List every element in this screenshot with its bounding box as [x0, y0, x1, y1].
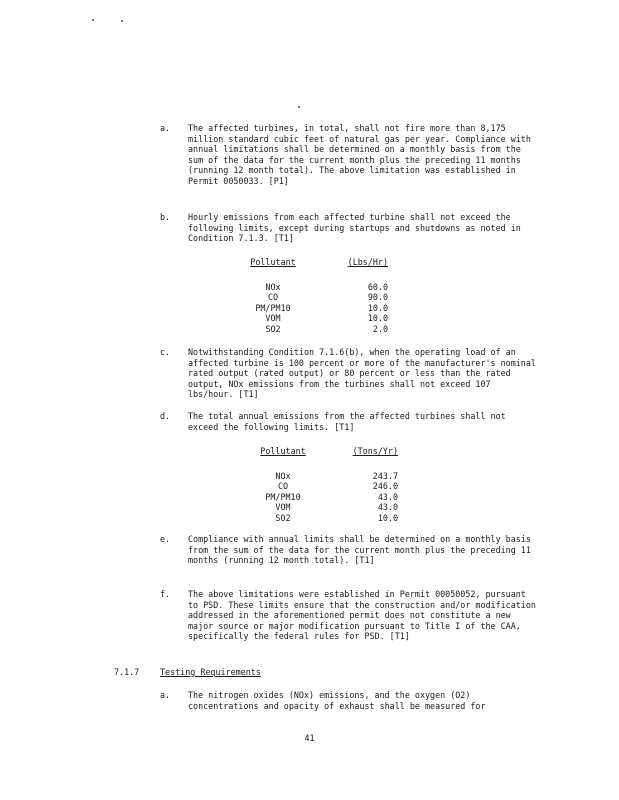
table-row [228, 481, 398, 492]
condition-item-f [160, 589, 540, 642]
condition-item-c [160, 347, 540, 400]
value-cell: 246.0 [372, 481, 398, 492]
pollutant-cell: CO [267, 292, 279, 303]
item-text: Notwithstanding Condition 7.1.6(b), when the operating load of an affected turbine is 100 percent or more of the manufacturer's nominal rated output (rated output) or 80 percent or less than the rated output, NOx emissions from the turbines shall not exceed 107 lbs/hour. [T1] [188, 347, 536, 400]
value-cell: 10.0 [367, 302, 388, 313]
item-marker: a. [160, 690, 171, 700]
page-number: 41 [304, 733, 315, 743]
item-marker: a. [160, 123, 171, 133]
item-marker: d. [160, 411, 171, 421]
value-cell: 243.7 [372, 470, 398, 481]
column-header-pollutant: Pollutant [250, 257, 296, 267]
table-header [228, 446, 398, 457]
scan-speck [298, 106, 300, 108]
value-cell: 43.0 [377, 491, 398, 502]
hourly-emission-table [218, 257, 388, 335]
item-text: The above limitations were established in Permit 00050052, pursuant to PSD. These limits ensure that the construction and/or modification addressed in the aforementioned permit does not constitute a new major source or major modification pursuant to Title I of the CAA, specifically the federal rules for PSD. [T1] [188, 589, 536, 642]
pollutant-cell: VOM [275, 502, 291, 513]
pollutant-cell: PM/PM10 [255, 302, 291, 313]
column-header-rate: (Lbs/Hr) [347, 257, 388, 267]
pollutant-cell: PM/PM10 [265, 491, 301, 502]
value-cell: 90.0 [367, 292, 388, 303]
value-cell: 2.0 [372, 323, 388, 334]
pollutant-cell: NOx [265, 281, 281, 292]
table-row [228, 502, 398, 513]
table-row [228, 471, 398, 482]
table-row [218, 324, 388, 335]
condition-item-a [160, 123, 540, 187]
table-header [218, 257, 388, 268]
value-cell: 60.0 [367, 281, 388, 292]
scan-speck [92, 19, 94, 21]
item-text: The total annual emissions from the affected turbines shall not exceed the following limits. [T1] [188, 411, 506, 432]
pollutant-cell: SO2 [275, 512, 291, 523]
condition-item-e [160, 534, 540, 566]
scan-speck [121, 20, 123, 22]
item-marker: b. [160, 212, 171, 222]
table-row [228, 492, 398, 503]
item-text: Compliance with annual limits shall be determined on a monthly basis from the sum of the data for the current month plus the preceding 11 months (running 12 month total). [T1] [188, 534, 531, 566]
column-header-pollutant: Pollutant [260, 446, 306, 456]
section-number: 7.1.7 [114, 667, 140, 677]
item-marker: c. [160, 347, 171, 357]
pollutant-cell: CO [277, 481, 289, 492]
table-row [228, 513, 398, 524]
column-header-rate: (Tons/Yr) [352, 446, 398, 456]
item-text: The affected turbines, in total, shall not fire more than 8,175 million standard cubic feet of natural gas per year. Compliance with annual limitations shall be determined on a monthly basis from the sum of the data for the current month plus the preceding 11 months (running 12 month total). The above limitation was established in Permit 0050033. [P1] [188, 123, 531, 186]
annual-emission-table [228, 446, 398, 524]
item-text: The nitrogen oxides (NOx) emissions, and the oxygen (O2) concentrations and opacity of exhaust shall be measured for [188, 690, 486, 711]
table-row [218, 313, 388, 324]
pollutant-cell: NOx [275, 470, 291, 481]
section-title: Testing Requirements [160, 667, 261, 677]
condition-item-d [160, 411, 540, 432]
testing-item-a [160, 690, 540, 711]
item-text: Hourly emissions from each affected turbine shall not exceed the following limits, except during startups and shutdowns as noted in Condition 7.1.3. [T1] [188, 212, 521, 244]
table-row [218, 292, 388, 303]
pollutant-cell: SO2 [265, 323, 281, 334]
pollutant-cell: VOM [265, 313, 281, 324]
table-row [218, 282, 388, 293]
value-cell: 43.0 [377, 502, 398, 513]
item-marker: f. [160, 589, 171, 599]
value-cell: 10.0 [377, 512, 398, 523]
item-marker: e. [160, 534, 171, 544]
table-row [218, 303, 388, 314]
value-cell: 10.0 [367, 313, 388, 324]
condition-item-b [160, 212, 540, 244]
